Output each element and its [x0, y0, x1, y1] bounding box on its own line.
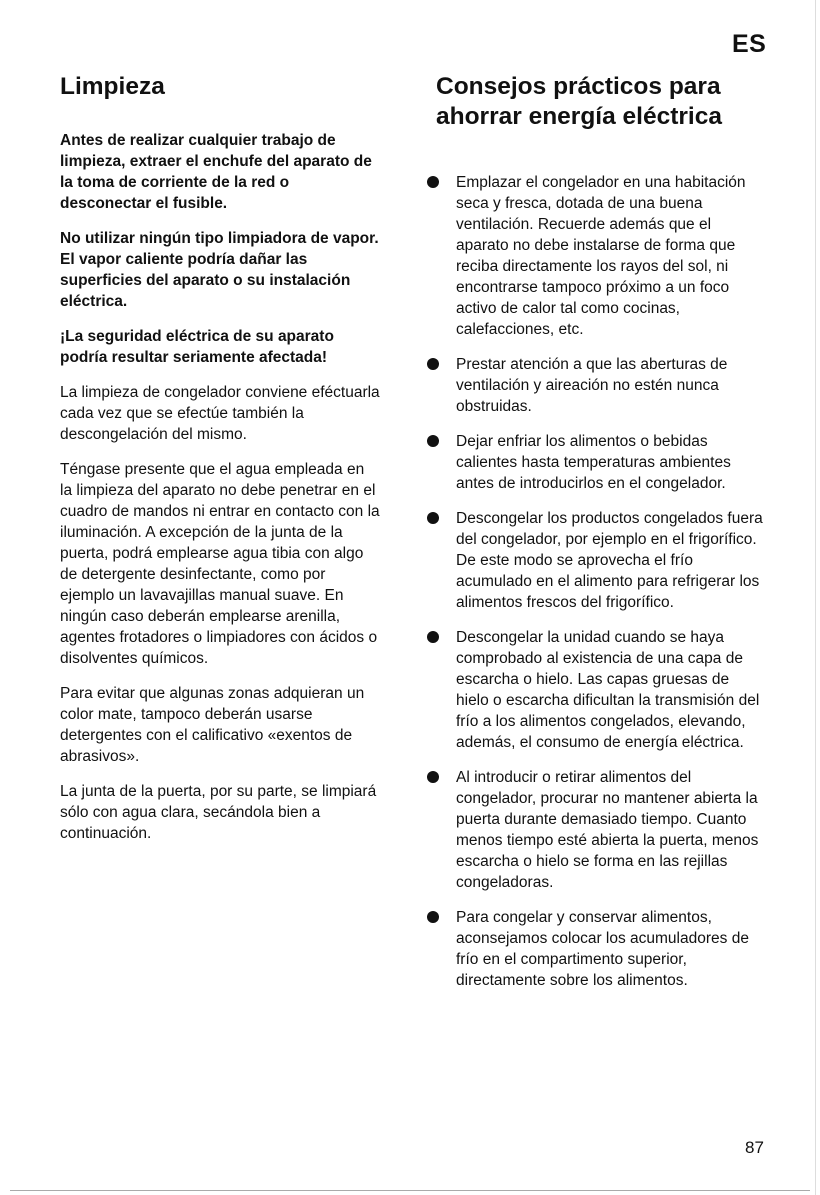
tip-text: Descongelar la unidad cuando se haya comprobado al existencia de una capa de escarcha o hielo. Las capas gruesas de hielo o escarcha dificultan la transmisión del frío a los alimentos congelados, elevando, además, el consumo de energía eléctrica.	[456, 629, 760, 751]
tip-text: Para congelar y conservar alimentos, aconsejamos colocar los acumuladores de frío en el compartimento superior, directamente sobre los alimentos.	[456, 909, 749, 989]
tip-text: Descongelar los productos congelados fuera del congelador, por ejemplo en el frigorífico. De este modo se aprovecha el frío acumulado en el alimento para refrigerar los alimentos frescos del frigorífico.	[456, 510, 763, 611]
tip-item	[436, 354, 766, 417]
tip-item	[436, 627, 766, 753]
tip-item	[436, 767, 766, 893]
bullet-icon	[427, 911, 439, 923]
energy-tips-title-line2: ahorrar energía eléctrica	[436, 103, 722, 130]
warning-steam: No utilizar ningún tipo limpiadora de vapor. El vapor caliente podría dañar las superficies del aparato o su instalación eléctrica.	[60, 230, 379, 310]
paragraph-cleaning-frequency: La limpieza de congelador conviene eféctuarla cada vez que se efectúe también la descongelación del mismo.	[60, 384, 380, 443]
bullet-icon	[427, 771, 439, 783]
tip-item	[436, 172, 766, 340]
paragraph-water-detergent: Téngase presente que el agua empleada en la limpieza del aparato no debe penetrar en el cuadro de mandos ni entrar en contacto con la iluminación. A excepción de la junta de la puerta, podrá emplearse agua tibia con algo de detergente desinfectante, como por ejemplo un lavavajillas manual suave. En ningún caso deberán emplearse arenilla, agentes frotadores o limpiadores con ácidos o disolventes químicos.	[60, 461, 380, 667]
paragraph-door-seal: La junta de la puerta, por su parte, se limpiará sólo con agua clara, secándola bien a continuación.	[60, 783, 377, 842]
bullet-icon	[427, 631, 439, 643]
tip-text: Prestar atención a que las aberturas de ventilación y aireación no estén nunca obstruidas.	[456, 356, 728, 415]
tip-item	[436, 508, 766, 613]
energy-tips-title-line1: Consejos prácticos para	[436, 73, 721, 100]
bottom-edge-line	[10, 1190, 810, 1191]
energy-tips-title	[436, 72, 766, 132]
warning-unplug: Antes de realizar cualquier trabajo de limpieza, extraer el enchufe del aparato de la toma de corriente de la red o desconectar el fusible.	[60, 132, 372, 212]
tip-item	[436, 907, 766, 991]
tip-text: Al introducir o retirar alimentos del congelador, procurar no mantener abierta la puerta durante demasiado tiempo. Cuanto menos tiempo esté abierta la puerta, menos escarcha o hielo se forma en las rejillas congeladoras.	[456, 769, 759, 891]
warning-electrical-safety: ¡La seguridad eléctrica de su aparato podría resultar seriamente afectada!	[60, 328, 334, 366]
bullet-icon	[427, 176, 439, 188]
bullet-icon	[427, 512, 439, 524]
tip-item	[436, 431, 766, 494]
right-edge-line	[815, 0, 816, 1195]
tip-text: Dejar enfriar los alimentos o bebidas calientes hasta temperaturas ambientes antes de introducirlos en el congelador.	[456, 433, 731, 492]
page-number: 87	[745, 1138, 764, 1157]
energy-tips-list	[436, 172, 766, 991]
bullet-icon	[427, 435, 439, 447]
bullet-icon	[427, 358, 439, 370]
cleaning-section	[60, 72, 380, 858]
cleaning-title: Limpieza	[60, 73, 165, 100]
energy-tips-section	[436, 72, 766, 1005]
paragraph-matte-surfaces: Para evitar que algunas zonas adquieran un color mate, tampoco deberán usarse detergentes con el calificativo «exentos de abrasivos».	[60, 685, 365, 765]
language-code: ES	[732, 30, 767, 58]
tip-text: Emplazar el congelador en una habitación seca y fresca, dotada de una buena ventilación. Recuerde además que el aparato no debe instalarse de forma que reciba directamente los rayos del sol, ni encontrarse tampoco próximo a un foco activo de calor tal como cocinas, calefacciones, etc.	[456, 174, 746, 338]
